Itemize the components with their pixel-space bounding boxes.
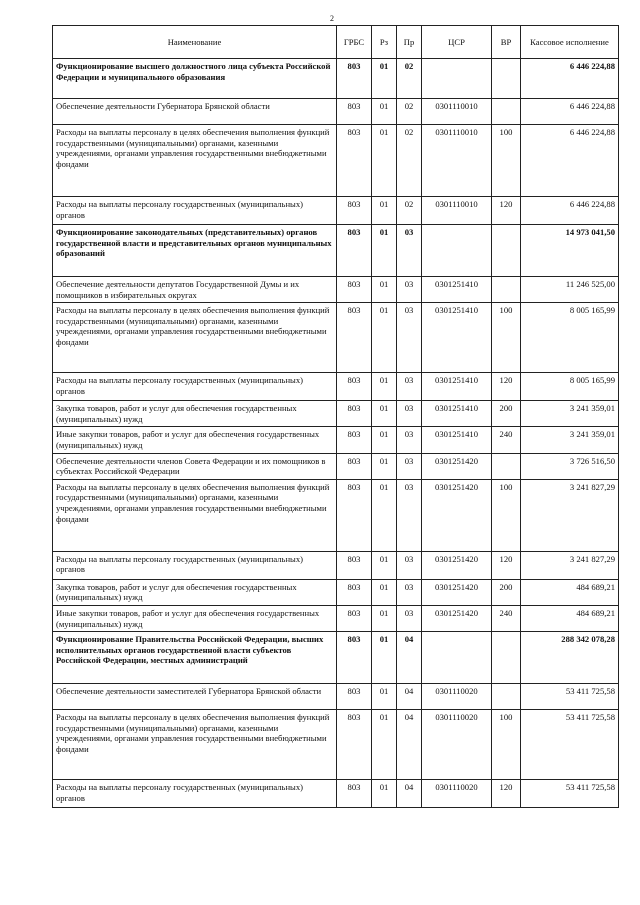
row-rz: 01 xyxy=(372,125,397,197)
row-vr: 200 xyxy=(492,579,521,605)
row-name: Функционирование высшего должностного лица субъекта Российской Федерации и муниципального образования xyxy=(53,59,337,99)
header-pr: Пр xyxy=(397,26,422,59)
row-amount: 484 689,21 xyxy=(521,579,619,605)
table-row xyxy=(53,125,619,197)
row-pr: 03 xyxy=(397,605,422,631)
row-name: Расходы на выплаты персоналу государственных (муниципальных) органов xyxy=(53,373,337,401)
row-amount: 53 411 725,58 xyxy=(521,684,619,710)
row-csr: 0301110010 xyxy=(422,197,492,225)
row-rz: 01 xyxy=(372,197,397,225)
row-rz: 01 xyxy=(372,780,397,808)
row-rz: 01 xyxy=(372,225,397,277)
row-grbs: 803 xyxy=(337,427,372,453)
row-name: Функционирование законодательных (представительных) органов государственной власти и представительных органов муниципальных образований xyxy=(53,225,337,277)
row-rz: 01 xyxy=(372,684,397,710)
row-vr: 100 xyxy=(492,479,521,551)
row-grbs: 803 xyxy=(337,197,372,225)
row-vr: 100 xyxy=(492,303,521,373)
row-grbs: 803 xyxy=(337,225,372,277)
header-name: Наименование xyxy=(53,26,337,59)
row-name: Функционирование Правительства Российской Федерации, высших исполнительных органов государственной власти субъектов Российской Федерации, местных администраций xyxy=(53,632,337,684)
row-rz: 01 xyxy=(372,427,397,453)
row-vr xyxy=(492,632,521,684)
row-csr: 0301251420 xyxy=(422,579,492,605)
row-pr: 04 xyxy=(397,710,422,780)
row-rz: 01 xyxy=(372,373,397,401)
row-pr: 03 xyxy=(397,277,422,303)
table-row xyxy=(53,632,619,684)
header-grbs: ГРБС xyxy=(337,26,372,59)
row-pr: 02 xyxy=(397,197,422,225)
row-pr: 03 xyxy=(397,551,422,579)
table-row xyxy=(53,401,619,427)
table-row xyxy=(53,684,619,710)
table-row xyxy=(53,453,619,479)
row-vr xyxy=(492,225,521,277)
row-csr xyxy=(422,225,492,277)
row-grbs: 803 xyxy=(337,632,372,684)
row-grbs: 803 xyxy=(337,373,372,401)
row-name: Расходы на выплаты персоналу в целях обеспечения выполнения функций государственными (муниципальными) органами, казенными учреждениями, органами управления государственными внебюджетными фондами xyxy=(53,125,337,197)
row-name: Обеспечение деятельности заместителей Губернатора Брянской области xyxy=(53,684,337,710)
row-amount: 3 241 359,01 xyxy=(521,427,619,453)
row-vr: 120 xyxy=(492,780,521,808)
row-csr: 0301251420 xyxy=(422,605,492,631)
header-row xyxy=(53,26,619,59)
row-name: Иные закупки товаров, работ и услуг для обеспечения государственных (муниципальных) нужд xyxy=(53,605,337,631)
row-amount: 53 411 725,58 xyxy=(521,780,619,808)
table-row xyxy=(53,551,619,579)
table-row xyxy=(53,373,619,401)
row-name: Обеспечение деятельности депутатов Государственной Думы и их помощников в избирательных округах xyxy=(53,277,337,303)
row-amount: 6 446 224,88 xyxy=(521,59,619,99)
row-amount: 14 973 041,50 xyxy=(521,225,619,277)
row-grbs: 803 xyxy=(337,684,372,710)
row-pr: 03 xyxy=(397,303,422,373)
table-row xyxy=(53,99,619,125)
table-row xyxy=(53,427,619,453)
row-csr: 0301251410 xyxy=(422,277,492,303)
row-amount: 3 241 359,01 xyxy=(521,401,619,427)
row-grbs: 803 xyxy=(337,479,372,551)
row-pr: 03 xyxy=(397,401,422,427)
row-vr: 120 xyxy=(492,197,521,225)
row-vr: 120 xyxy=(492,373,521,401)
row-vr: 100 xyxy=(492,710,521,780)
row-pr: 02 xyxy=(397,99,422,125)
row-grbs: 803 xyxy=(337,453,372,479)
row-vr: 100 xyxy=(492,125,521,197)
table-row xyxy=(53,59,619,99)
row-name: Расходы на выплаты персоналу государственных (муниципальных) органов xyxy=(53,551,337,579)
header-vr: ВР xyxy=(492,26,521,59)
row-csr: 0301251410 xyxy=(422,401,492,427)
row-amount: 53 411 725,58 xyxy=(521,710,619,780)
row-csr: 0301251410 xyxy=(422,373,492,401)
row-rz: 01 xyxy=(372,59,397,99)
row-vr: 200 xyxy=(492,401,521,427)
row-pr: 02 xyxy=(397,59,422,99)
row-csr: 0301251420 xyxy=(422,479,492,551)
row-pr: 04 xyxy=(397,780,422,808)
row-pr: 03 xyxy=(397,427,422,453)
row-vr: 120 xyxy=(492,551,521,579)
row-csr xyxy=(422,632,492,684)
row-amount: 8 005 165,99 xyxy=(521,373,619,401)
table-row xyxy=(53,780,619,808)
row-vr xyxy=(492,684,521,710)
row-vr xyxy=(492,59,521,99)
row-pr: 03 xyxy=(397,453,422,479)
row-csr: 0301110020 xyxy=(422,780,492,808)
row-vr: 240 xyxy=(492,427,521,453)
table-row xyxy=(53,277,619,303)
table-body xyxy=(53,59,619,808)
row-amount: 6 446 224,88 xyxy=(521,197,619,225)
page-number: 2 xyxy=(330,14,334,23)
header-amount: Кассовое исполнение xyxy=(521,26,619,59)
row-rz: 01 xyxy=(372,401,397,427)
row-name: Расходы на выплаты персоналу государственных (муниципальных) органов xyxy=(53,780,337,808)
row-rz: 01 xyxy=(372,632,397,684)
row-amount: 6 446 224,88 xyxy=(521,125,619,197)
row-amount: 8 005 165,99 xyxy=(521,303,619,373)
row-grbs: 803 xyxy=(337,125,372,197)
row-pr: 04 xyxy=(397,684,422,710)
row-name: Закупка товаров, работ и услуг для обеспечения государственных (муниципальных) нужд xyxy=(53,401,337,427)
row-name: Закупка товаров, работ и услуг для обеспечения государственных (муниципальных) нужд xyxy=(53,579,337,605)
row-pr: 03 xyxy=(397,225,422,277)
row-pr: 02 xyxy=(397,125,422,197)
row-grbs: 803 xyxy=(337,401,372,427)
table-row xyxy=(53,605,619,631)
row-vr: 240 xyxy=(492,605,521,631)
row-grbs: 803 xyxy=(337,710,372,780)
row-pr: 03 xyxy=(397,373,422,401)
row-rz: 01 xyxy=(372,710,397,780)
row-grbs: 803 xyxy=(337,579,372,605)
row-grbs: 803 xyxy=(337,59,372,99)
row-amount: 288 342 078,28 xyxy=(521,632,619,684)
row-pr: 04 xyxy=(397,632,422,684)
row-grbs: 803 xyxy=(337,303,372,373)
row-amount: 3 726 516,50 xyxy=(521,453,619,479)
row-csr: 0301251410 xyxy=(422,427,492,453)
table-row xyxy=(53,479,619,551)
row-rz: 01 xyxy=(372,479,397,551)
row-csr: 0301110010 xyxy=(422,99,492,125)
row-csr: 0301251420 xyxy=(422,551,492,579)
row-csr: 0301251420 xyxy=(422,453,492,479)
row-rz: 01 xyxy=(372,453,397,479)
row-grbs: 803 xyxy=(337,277,372,303)
row-csr: 0301110020 xyxy=(422,684,492,710)
row-name: Обеспечение деятельности членов Совета Федерации и их помощников в субъектах Российской Федерации xyxy=(53,453,337,479)
table-row xyxy=(53,710,619,780)
row-amount: 6 446 224,88 xyxy=(521,99,619,125)
row-name: Иные закупки товаров, работ и услуг для обеспечения государственных (муниципальных) нужд xyxy=(53,427,337,453)
row-name: Обеспечение деятельности Губернатора Брянской области xyxy=(53,99,337,125)
row-rz: 01 xyxy=(372,551,397,579)
budget-table xyxy=(52,25,619,808)
row-csr: 0301110010 xyxy=(422,125,492,197)
row-grbs: 803 xyxy=(337,99,372,125)
row-amount: 484 689,21 xyxy=(521,605,619,631)
row-name: Расходы на выплаты персоналу в целях обеспечения выполнения функций государственными (муниципальными) органами, казенными учреждениями, органами управления государственными внебюджетными фондами xyxy=(53,710,337,780)
row-amount: 11 246 525,00 xyxy=(521,277,619,303)
header-rz: Рз xyxy=(372,26,397,59)
row-csr: 0301251410 xyxy=(422,303,492,373)
row-grbs: 803 xyxy=(337,551,372,579)
row-grbs: 803 xyxy=(337,605,372,631)
row-csr xyxy=(422,59,492,99)
row-csr: 0301110020 xyxy=(422,710,492,780)
header-csr: ЦСР xyxy=(422,26,492,59)
row-pr: 03 xyxy=(397,579,422,605)
row-vr xyxy=(492,453,521,479)
row-amount: 3 241 827,29 xyxy=(521,479,619,551)
table-row xyxy=(53,225,619,277)
row-rz: 01 xyxy=(372,277,397,303)
row-name: Расходы на выплаты персоналу в целях обеспечения выполнения функций государственными (муниципальными) органами, казенными учреждениями, органами управления государственными внебюджетными фондами xyxy=(53,303,337,373)
row-vr xyxy=(492,277,521,303)
row-amount: 3 241 827,29 xyxy=(521,551,619,579)
row-rz: 01 xyxy=(372,605,397,631)
row-grbs: 803 xyxy=(337,780,372,808)
table-row xyxy=(53,579,619,605)
row-pr: 03 xyxy=(397,479,422,551)
row-rz: 01 xyxy=(372,579,397,605)
table-row xyxy=(53,197,619,225)
table-row xyxy=(53,303,619,373)
row-name: Расходы на выплаты персоналу в целях обеспечения выполнения функций государственными (муниципальными) органами, казенными учреждениями, органами управления государственными внебюджетными фондами xyxy=(53,479,337,551)
row-rz: 01 xyxy=(372,99,397,125)
row-name: Расходы на выплаты персоналу государственных (муниципальных) органов xyxy=(53,197,337,225)
row-rz: 01 xyxy=(372,303,397,373)
row-vr xyxy=(492,99,521,125)
